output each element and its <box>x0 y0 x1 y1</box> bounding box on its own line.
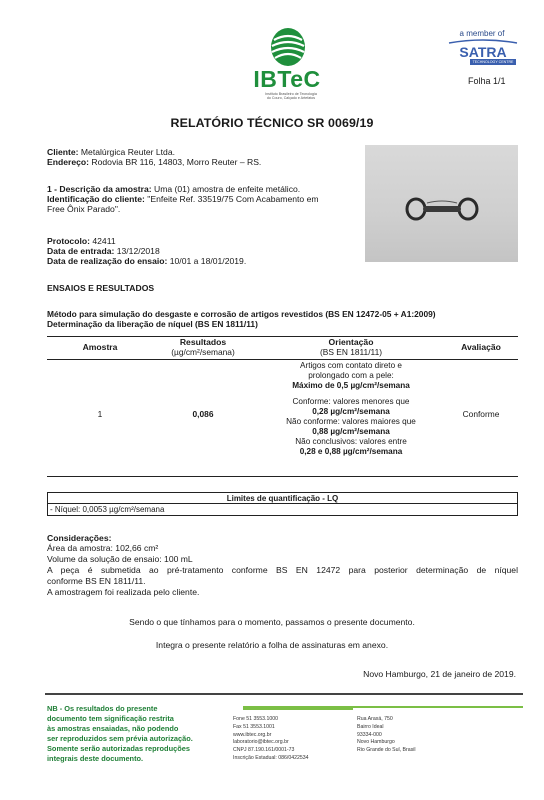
lq-value: - Níquel: 0,0053 µg/cm²/semana <box>50 505 165 514</box>
metal-ornament-image <box>365 145 518 262</box>
footer-address-line: 93334-000 <box>357 731 382 738</box>
footer-contact-line: Fone 51 3553.1000 <box>233 716 278 722</box>
table-header-border <box>47 359 518 360</box>
lq-separator <box>47 503 518 504</box>
consideracoes-line: Área da amostra: 102,66 cm² <box>47 543 159 553</box>
footer-contact-line: Inscrição Estadual: 086/0422534 <box>233 754 309 761</box>
closing-date: Novo Hamburgo, 21 de janeiro de 2019. <box>363 669 516 679</box>
orientacao-line: Não conforme: valores maiores que <box>286 416 416 426</box>
description-line: 1 - Descrição da amostra: Uma (01) amostra de enfeite metálico. <box>47 184 301 194</box>
footer-address-line: Novo Hamburgo <box>357 739 395 746</box>
orientacao-line: 0,28 e 0,88 µg/cm²/semana <box>299 447 403 457</box>
footer-disclaimer-line: documento tem significação restrita <box>47 713 174 723</box>
satra-name: SATRA <box>459 44 507 59</box>
ibtec-logo-text: IBTeC <box>253 66 321 92</box>
orientacao-line: Artigos com contato direto e <box>300 361 402 370</box>
method-line-1: Método para simulação do desgaste e corrosão de artigos revestidos (BS EN 12472-05 + A1:2009) <box>47 309 436 319</box>
test-date-line: Data de realização do ensaio: 10/01 a 18/01/2019. <box>47 256 247 266</box>
column-header-resultados-unit: (µg/cm²/semana) <box>171 347 235 357</box>
footer-contact-line[interactable]: www.ibtec.org.br <box>233 731 272 738</box>
column-header-resultados: Resultados <box>179 337 227 347</box>
table-bottom-border <box>47 476 518 477</box>
column-header-orientacao-ref: (BS EN 1811/11) <box>319 347 383 357</box>
footer-address-line: Rio Grande do Sul, Brasil <box>357 747 416 754</box>
satra-subtitle: TECHNOLOGY CENTRE <box>470 59 516 65</box>
consideracoes-line: conforme BS EN 1811/11. <box>47 576 146 586</box>
footer-address <box>357 716 416 755</box>
address-line: Endereço: Rodovia BR 116, 14803, Morro Reuter – RS. <box>47 157 262 167</box>
entry-date-line: Data de entrada: 13/12/2018 <box>47 246 160 256</box>
satra-member-text: a member of <box>459 29 505 38</box>
ibtec-logo-icon <box>268 26 308 68</box>
report-title: RELATÓRIO TÉCNICO SR 0069/19 <box>170 116 374 130</box>
column-header-orientacao: Orientação <box>328 337 374 347</box>
footer-disclaimer-line: ser reproduzidos sem prévia autorização. <box>47 733 193 743</box>
orientacao-line: prolongado com a pele: <box>308 371 394 381</box>
footer-contact-line: CNPJ 87.190.161/0001-73 <box>233 747 295 754</box>
cell-resultado: 0,086 <box>192 409 214 419</box>
orientacao-line: Não conclusivos: valores entre <box>295 437 407 447</box>
cell-orientacao <box>266 361 436 458</box>
footer-disclaimer-line: integrais deste documento. <box>47 753 144 763</box>
footer-address-line: Bairro Ideal <box>357 723 384 730</box>
orientacao-line: Conforme: valores menores que <box>292 396 410 406</box>
protocol-line: Protocolo: 42411 <box>47 236 116 246</box>
satra-logo <box>447 39 519 59</box>
footer-disclaimer-line: NB - Os resultados do presente <box>47 704 158 713</box>
footer-contact-line[interactable]: laboratorio@ibtec.org.br <box>233 739 289 746</box>
identification-line-2: Free Ônix Parado". <box>47 204 121 214</box>
sample-photo <box>365 145 518 262</box>
footer-disclaimer-line: Somente serão autorizadas reproduções <box>47 743 190 753</box>
table-top-border <box>47 336 518 337</box>
cell-amostra: 1 <box>97 409 103 419</box>
consideracoes-line: A amostragem foi realizada pelo cliente. <box>47 587 200 597</box>
logo-sub-line: Instituto Brasileiro de Tecnologia <box>265 92 317 96</box>
footer-contact <box>233 716 309 763</box>
footer-disclaimer <box>47 704 193 764</box>
page-number: Folha 1/1 <box>468 76 506 86</box>
column-header-amostra: Amostra <box>82 342 118 352</box>
ibtec-logo-subtitle <box>246 92 336 101</box>
consideracoes-line: A peça é submetida ao pré-tratamento conforme BS EN 12472 para posterior determinação de níquel <box>47 565 518 575</box>
lq-title: Limites de quantificação - LQ <box>226 494 339 503</box>
footer-contact-line: Fax 51 3553.1001 <box>233 723 275 730</box>
footer-accent <box>353 706 523 708</box>
orientacao-line: Máximo de 0,5 µg/cm²/semana <box>292 381 410 391</box>
consideracoes-line: Volume da solução de ensaio: 100 mL <box>47 554 193 564</box>
footer-disclaimer-line: às amostras ensaiadas, não podendo <box>47 723 179 733</box>
footer-address-line: Rua Araxá, 750 <box>357 716 393 722</box>
orientacao-line: 0,28 µg/cm²/semana <box>312 406 390 416</box>
cell-avaliacao: Conforme <box>462 409 500 419</box>
identification-line: Identificação do cliente: "Enfeite Ref. 33519/75 Com Acabamento em <box>47 194 319 204</box>
consideracoes-heading: Considerações: <box>47 533 112 543</box>
orientacao-line: 0,88 µg/cm²/semana <box>312 427 390 437</box>
client-line: Cliente: Metalúrgica Reuter Ltda. <box>47 147 176 157</box>
column-header-avaliacao: Avaliação <box>461 342 501 352</box>
method-line-2: Determinação da liberação de níquel (BS EN 1811/11) <box>47 319 258 329</box>
closing-line-1: Sendo o que tínhamos para o momento, passamos o presente documento. <box>129 617 415 627</box>
footer-accent <box>243 706 353 710</box>
section-heading: ENSAIOS E RESULTADOS <box>47 283 155 293</box>
footer-divider <box>45 693 523 695</box>
logo-sub-line: do Couro, Calçado e Artefatos <box>266 96 316 101</box>
closing-line-2: Integra o presente relatório a folha de assinaturas em anexo. <box>155 640 389 650</box>
